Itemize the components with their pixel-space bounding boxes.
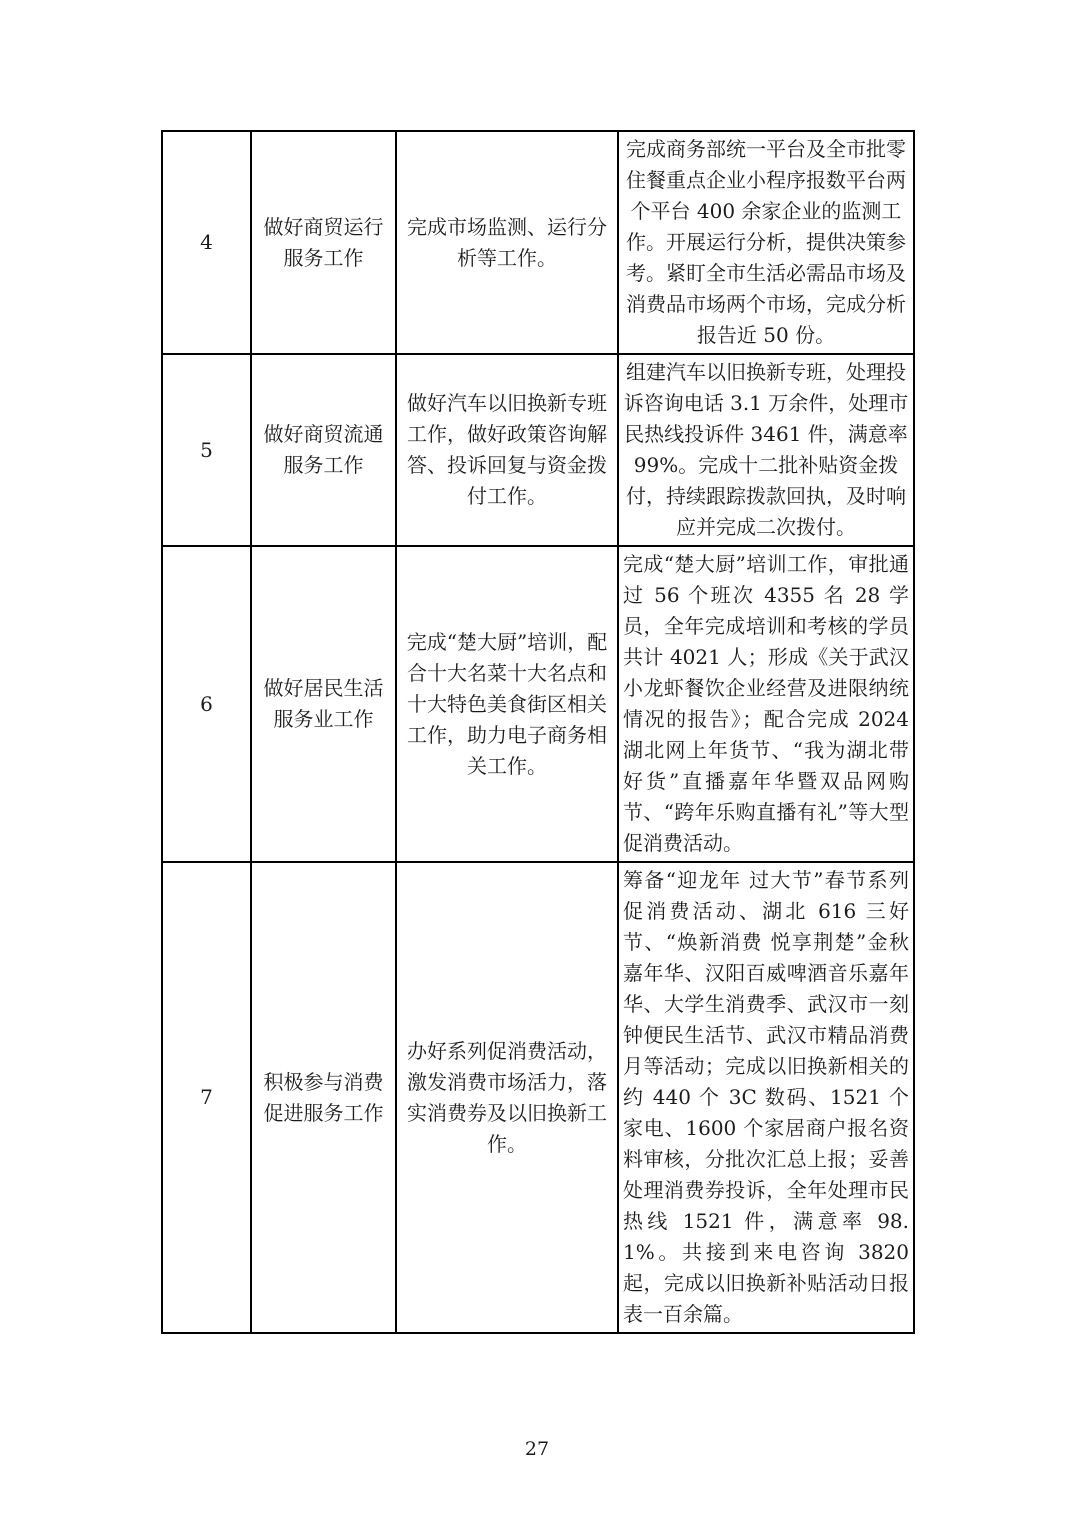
task-name-cell: 积极参与消费促进服务工作	[251, 862, 396, 1333]
table-row	[162, 862, 914, 1333]
row-number-cell: 7	[162, 862, 251, 1333]
row-number-cell: 4	[162, 131, 251, 354]
row-number-cell: 5	[162, 354, 251, 546]
task-name-cell: 做好商贸流通服务工作	[251, 354, 396, 546]
task-result-cell: 筹备“迎龙年 过大节”春节系列促消费活动、湖北 616 三好节、“焕新消费 悦享荆楚”金秋嘉年华、汉阳百威啤酒音乐嘉年华、大学生消费季、武汉市一刻钟便民生活节、武汉市精品消费月等活动；完成以旧换新相关的约 440 个 3C 数码、1521 个家电、1600 个家居商户报名资料审核，分批次汇总上报；妥善处理消费券投诉，全年处理市民热线 1521 件，满意率 98.1%。共接到来电咨询 3820 起，完成以旧换新补贴活动日报表一百余篇。	[618, 862, 914, 1333]
task-result-cell: 完成商务部统一平台及全市批零住餐重点企业小程序报数平台两个平台 400 余家企业的监测工作。开展运行分析，提供决策参考。紧盯全市生活必需品市场及消费品市场两个市场，完成分析报告近 50 份。	[618, 131, 914, 354]
task-name-cell: 做好商贸运行服务工作	[251, 131, 396, 354]
page-number: 27	[524, 1438, 550, 1460]
task-measure-cell: 做好汽车以旧换新专班工作，做好政策咨询解答、投诉回复与资金拨付工作。	[396, 354, 618, 546]
work-summary-table	[161, 130, 915, 1334]
task-measure-cell: 完成“楚大厨”培训，配合十大名菜十大名点和十大特色美食街区相关工作，助力电子商务相关工作。	[396, 546, 618, 862]
task-measure-cell: 办好系列促消费活动，激发消费市场活力，落实消费券及以旧换新工作。	[396, 862, 618, 1333]
task-name-cell: 做好居民生活服务业工作	[251, 546, 396, 862]
table-row	[162, 354, 914, 546]
task-measure-cell: 完成市场监测、运行分析等工作。	[396, 131, 618, 354]
table-row	[162, 546, 914, 862]
table-row	[162, 131, 914, 354]
row-number-cell: 6	[162, 546, 251, 862]
task-result-cell: 完成“楚大厨”培训工作，审批通过 56 个班次 4355 名 28 学员，全年完成培训和考核的学员共计 4021 人；形成《关于武汉小龙虾餐饮企业经营及进限纳统情况的报告》；配合完成 2024 湖北网上年货节、“我为湖北带好货”直播嘉年华暨双品网购节、“跨年乐购直播有礼”等大型促消费活动。	[618, 546, 914, 862]
task-result-cell: 组建汽车以旧换新专班，处理投诉咨询电话 3.1 万余件，处理市民热线投诉件 3461 件，满意率 99%。完成十二批补贴资金拨付，持续跟踪拨款回执，及时响应并完成二次拨付。	[618, 354, 914, 546]
